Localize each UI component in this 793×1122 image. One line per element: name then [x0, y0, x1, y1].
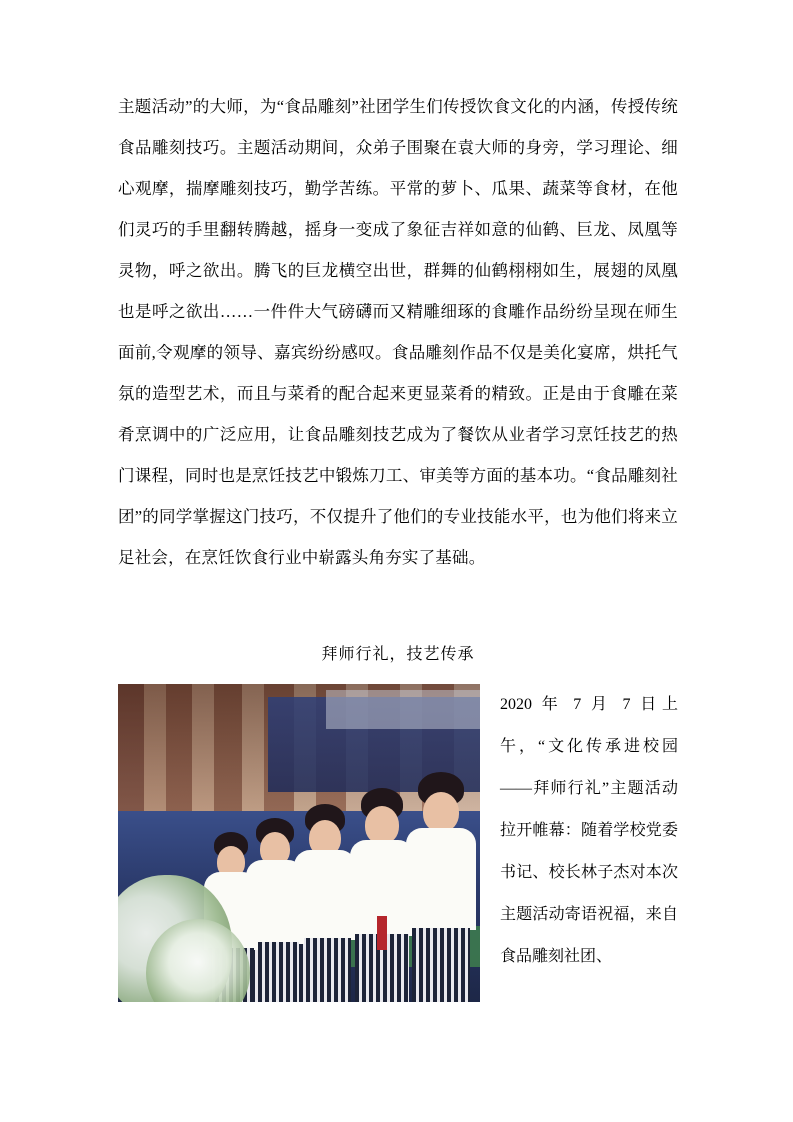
figure-side-text: 2020 年 7 月 7 日上午，“文化传承进校园——拜师行礼”主题活动拉开帷幕：随着学校党委书记、校长林子杰对本次主题活动寄语祝福，来自食品雕刻社团、: [500, 696, 678, 965]
photo-students-ceremony: [118, 684, 480, 1002]
photo-person: [350, 790, 414, 1002]
photo-stage-screen: [326, 690, 480, 728]
figure-row: [118, 684, 678, 1002]
body-paragraph: 主题活动”的大师，为“食品雕刻”社团学生们传授饮食文化的内涵，传授传统食品雕刻技巧。主题活动期间，众弟子围聚在袁大师的身旁，学习理论、细心观摩，揣摩雕刻技巧，勤学苦练。平常的萝卜、瓜果、蔬菜等食材，在他们灵巧的手里翻转腾越，摇身一变成了象征吉祥如意的仙鹤、巨龙、凤凰等灵物，呼之欲出。腾飞的巨龙横空出世，群舞的仙鹤栩栩如生，展翅的凤凰也是呼之欲出……一件件大气磅礴而又精雕细琢的食雕作品纷纷呈现在师生面前,令观摩的领导、嘉宾纷纷感叹。食品雕刻作品不仅是美化宴席，烘托气氛的造型艺术，而且与菜肴的配合起来更显菜肴的精致。正是由于食雕在菜肴烹调中的广泛应用，让食品雕刻技艺成为了餐饮从业者学习烹饪技艺的热门课程，同时也是烹饪技艺中锻炼刀工、审美等方面的基本功。“食品雕刻社团”的同学掌握这门技巧，不仅提升了他们的专业技能水平，也为他们将来立足社会，在烹饪饮食行业中崭露头角夯实了基础。: [118, 97, 678, 567]
page-content: [118, 86, 678, 1002]
photo-person: [406, 774, 476, 1002]
section-heading: 拜师行礼，技艺传承: [321, 646, 475, 663]
